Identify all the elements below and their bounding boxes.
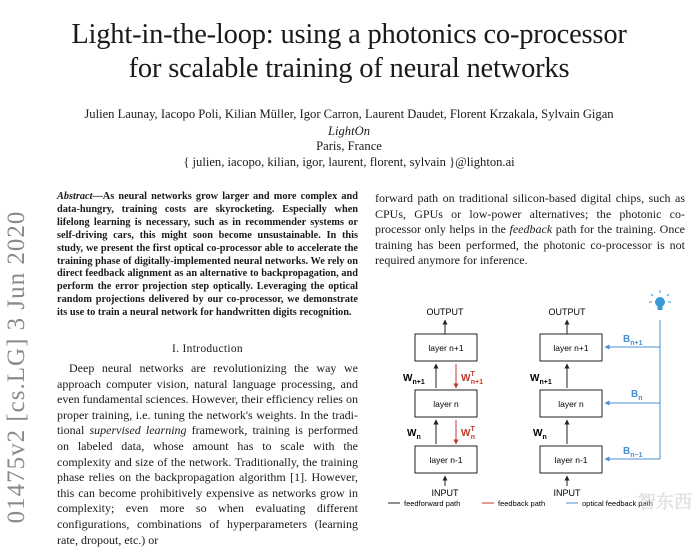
legend-feedback: feedback path [498, 499, 546, 508]
light-bulb-icon [649, 290, 671, 310]
right-text-1: forward path on traditional silicon-based digital chips, such as CPUs, GPUs or low-power alternatives; the photonic co-processor only helps in the [375, 191, 685, 237]
right-w-bot: $W_n$ [533, 428, 547, 441]
abstract-body: —As neural networks grow larger and more complex and data-hungry, training costs are skyrocketing. Especially when lifelong learning is necessary, such as in recommender systems or self-driving cars, this might soon become unsustainable. In this study, we present the first optical co-processor able to accelerate the training phase of digitally-implemented neural networks. We rely on direct feedback alignment as an alternative to backpropagation, and perform the error projection step optically. Leveraging the optical random projections delivered by our co-processor, we demonstrate its use to train a neural network for handwritten digits recognition. [57, 191, 358, 319]
right-layer-mid: layer n [558, 399, 584, 409]
intro-paragraph [57, 361, 358, 548]
right-diagram [530, 290, 671, 498]
email: { julien, iacopo, kilian, igor, laurent, florent, sylvain }@lighton.ai [183, 155, 515, 169]
figure-legend [388, 499, 653, 508]
intro-emphasis: supervised learning [89, 423, 187, 438]
b-mid-label: $B_n$ [631, 389, 643, 402]
legend-feedforward: feedforward path [404, 499, 461, 508]
authors: Julien Launay, Iacopo Poli, Kilian Müller, Igor Carron, Laurent Daudet, Florent Krzakala, Sylvain Gigan [84, 107, 614, 121]
left-layer-bot: layer n-1 [429, 455, 463, 465]
left-w-bot: $W_n$ [407, 428, 421, 441]
abstract [57, 191, 358, 320]
b-bot-label: $B_{n-1}$ [623, 446, 643, 459]
right-column-paragraph [375, 191, 685, 269]
arxiv-stamp: 01475v2 [cs.LG] 3 Jun 2020 [3, 210, 30, 524]
left-input-label: INPUT [431, 488, 459, 498]
abstract-lead: Abstract [57, 191, 93, 202]
figure-diagram [370, 290, 690, 510]
left-output-label: OUTPUT [426, 307, 464, 317]
right-output-label: OUTPUT [548, 307, 586, 317]
left-diagram [403, 307, 483, 498]
left-wt-top: $W^T$ n+1 [461, 371, 483, 386]
b-top-label: $B_{n+1}$ [623, 334, 643, 347]
intro-text-1: Deep neural networks are revolutionizing the way we approach computer vision, natural language processing, and even fundamental sciences. However, their efficiency relies on proper training, i.e. tuning the network's weights. In the tradi- [57, 361, 358, 422]
left-w-top: $W_{n+1}$ [403, 373, 425, 386]
title-line-1: Light-in-the-loop: using a photonics co-processor [71, 19, 627, 50]
right-text-2: path for the training. Once training has been performed, the photonic co-processor is not required anymore for inference. [375, 222, 685, 268]
right-layer-bot: layer n-1 [554, 455, 588, 465]
watermark: 智东西 [638, 492, 692, 512]
left-wt-bot: $W^T$ n [461, 426, 476, 441]
title-line-2: for scalable training of neural networks [128, 53, 570, 84]
right-input-label: INPUT [553, 488, 581, 498]
affiliation: LightOn [328, 124, 370, 138]
intro-text-2: tional [57, 423, 90, 438]
right-emphasis: feedback [509, 222, 553, 237]
right-w-top: $W_{n+1}$ [530, 373, 552, 386]
intro-text-3: framework, training is performed on labeled data, whose amount has to scale with the complexity and size of the network. Traditionally, the training phase relies on the backpropagation algorithm [1]. However, this can become prohibitively expensive as networks grow in complexity; even more so when evaluating different configurations, combinations of hyperparameters (learning rate, dropout, etc.) or [57, 423, 358, 547]
paper-title [0, 18, 698, 86]
section-heading: I. Introduction [172, 343, 243, 355]
city: Paris, France [316, 139, 382, 153]
legend-optical: optical feedback path [582, 499, 653, 508]
right-layer-top: layer n+1 [553, 343, 589, 353]
left-layer-top: layer n+1 [428, 343, 464, 353]
left-layer-mid: layer n [433, 399, 459, 409]
